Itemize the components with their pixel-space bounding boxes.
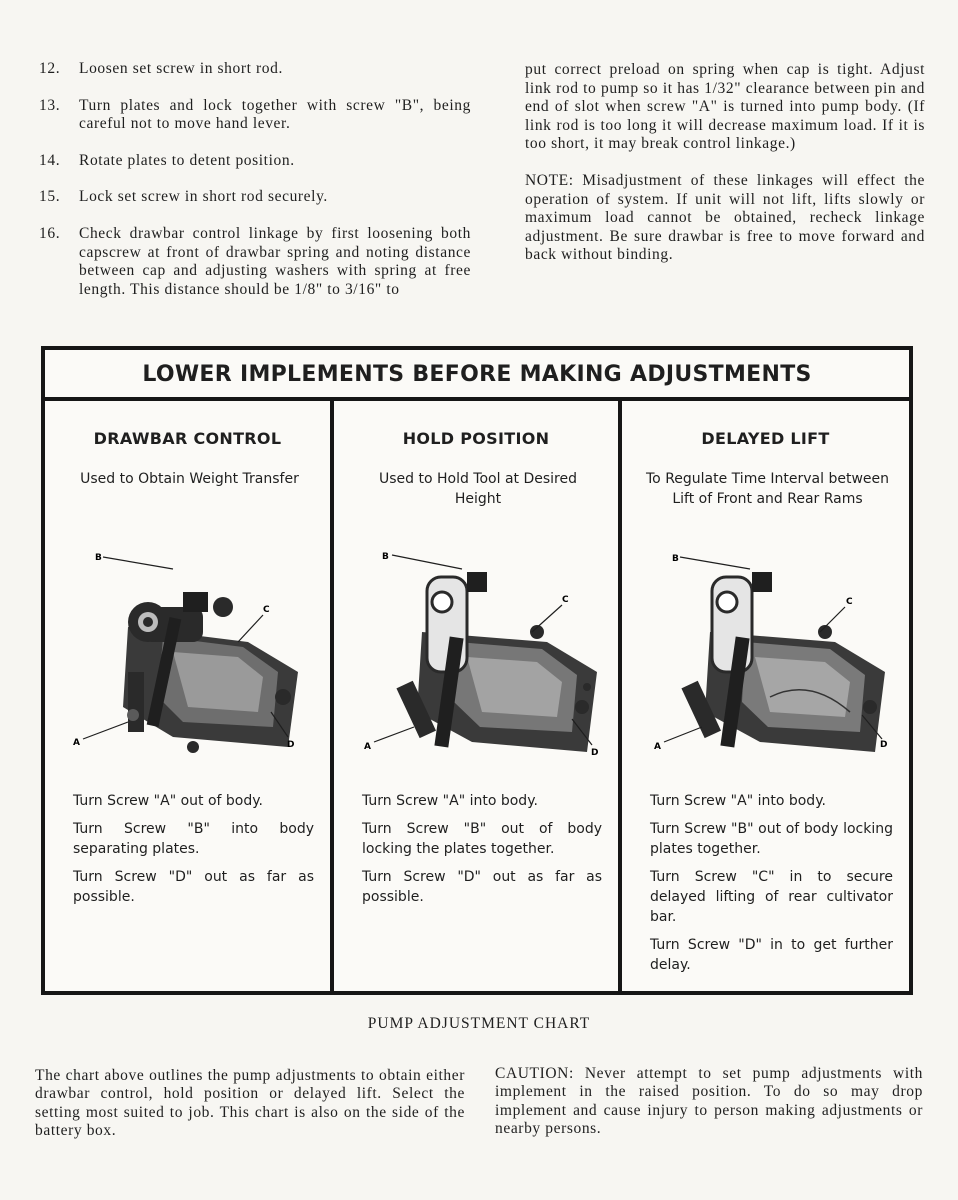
chart-header: LOWER IMPLEMENTS BEFORE MAKING ADJUSTMENTS	[45, 350, 909, 401]
step-12	[39, 60, 471, 79]
label-b: B	[382, 552, 389, 562]
instruction-item: Turn Screw "D" in to get further delay.	[650, 937, 893, 973]
label-d: D	[880, 740, 888, 750]
step-13	[39, 97, 471, 134]
step-number: 12.	[39, 60, 61, 77]
instruction-item: Turn Screw "B" out of body locking the plates together.	[362, 821, 602, 857]
step-16	[39, 225, 471, 299]
panel-title: HOLD POSITION	[402, 429, 550, 448]
step-text: Loosen set screw in short rod.	[79, 60, 283, 77]
panel-purpose: Used to Obtain Weight Transfer	[80, 471, 299, 487]
label-d: D	[591, 748, 599, 758]
pump-body	[681, 572, 888, 752]
instruction-item: Turn Screw "A" into body.	[362, 793, 538, 809]
instruction-item: Turn Screw "C" in to secure delayed lifting of rear cultivator bar.	[650, 869, 893, 925]
label-c: C	[263, 605, 270, 615]
step-text: Check drawbar control linkage by first loosening both capscrew at front of drawbar spring and noting distance between cap and adjusting washers with spring at free length. This distance should be 1/8" to 3/16" to	[79, 224, 471, 298]
chart-summary-paragraph: The chart above outlines the pump adjustments to obtain either drawbar control, hold position or delayed lift. Select the setting most suited to job. This chart is also on the side of the battery box.	[35, 1066, 465, 1140]
instruction-item: Turn Screw "B" out of body locking plates together.	[650, 821, 893, 857]
panel-instructions	[650, 791, 893, 983]
panel-purpose: Used to Hold Tool at Desired Height	[378, 471, 577, 507]
panel-delayed-lift	[622, 401, 909, 991]
label-d: D	[287, 740, 295, 750]
instruction-item: Turn Screw "A" out of body.	[73, 793, 263, 809]
panel-drawbar-control	[45, 401, 334, 991]
caution-paragraph: CAUTION: Never attempt to set pump adjustments with implement in the raised position. To do so may drop implement and cause injury to person making adjustments or nearby persons.	[495, 1064, 923, 1138]
label-a: A	[654, 742, 661, 752]
label-c: C	[846, 597, 853, 607]
panel-instructions	[73, 791, 314, 915]
panel-title: DRAWBAR CONTROL	[93, 429, 282, 448]
pump-illustration	[362, 547, 602, 767]
instruction-item: Turn Screw "D" out as far as possible.	[362, 869, 602, 905]
instruction-item: Turn Screw "A" into body.	[650, 793, 826, 809]
instruction-item: Turn Screw "B" into body separating plates.	[73, 821, 314, 857]
panel-title: DELAYED LIFT	[701, 429, 830, 448]
step-text: Rotate plates to detent position.	[79, 151, 295, 169]
right-column	[525, 61, 925, 283]
label-a: A	[364, 742, 371, 752]
pump-illustration	[73, 547, 313, 767]
step-number: 16.	[39, 224, 61, 242]
panel-hold-position	[334, 401, 622, 991]
note-paragraph: NOTE: Misadjustment of these linkages will effect the operation of system. If unit will not lift, lifts slowly or maximum load cannot be obtained, recheck linkage adjustment. Be sure drawbar is free to move forward and back without binding.	[525, 171, 925, 264]
panel-purpose: To Regulate Time Interval between Lift of Front and Rear Rams	[646, 471, 889, 507]
label-b: B	[95, 553, 102, 563]
pump-illustration	[650, 547, 890, 767]
step-number: 13.	[39, 96, 61, 114]
step-15	[39, 188, 471, 207]
label-a: A	[73, 738, 80, 748]
step-number: 15.	[39, 188, 61, 206]
step-16-continuation: put correct preload on spring when cap is tight. Adjust link rod to pump so it has 1/32" clearance between pin and end of slot when screw "A" is turned into pump body. (If link rod is too long it will decrease maximum load. If it is too short, it may break control linkage.)	[525, 61, 925, 153]
chart-caption: PUMP ADJUSTMENT CHART	[367, 1015, 591, 1032]
step-number: 14.	[39, 151, 61, 169]
instruction-item: Turn Screw "D" out as far as possible.	[73, 869, 314, 905]
label-c: C	[562, 595, 569, 605]
pump-body	[123, 592, 298, 753]
step-text: Lock set screw in short rod securely.	[79, 188, 328, 206]
pump-adjustment-chart	[41, 346, 913, 995]
panel-instructions	[362, 791, 602, 915]
step-14	[39, 152, 471, 171]
step-text: Turn plates and lock together with screw "B", being careful not to move hand lever.	[79, 96, 471, 133]
label-b: B	[672, 554, 679, 564]
left-column	[39, 60, 471, 317]
